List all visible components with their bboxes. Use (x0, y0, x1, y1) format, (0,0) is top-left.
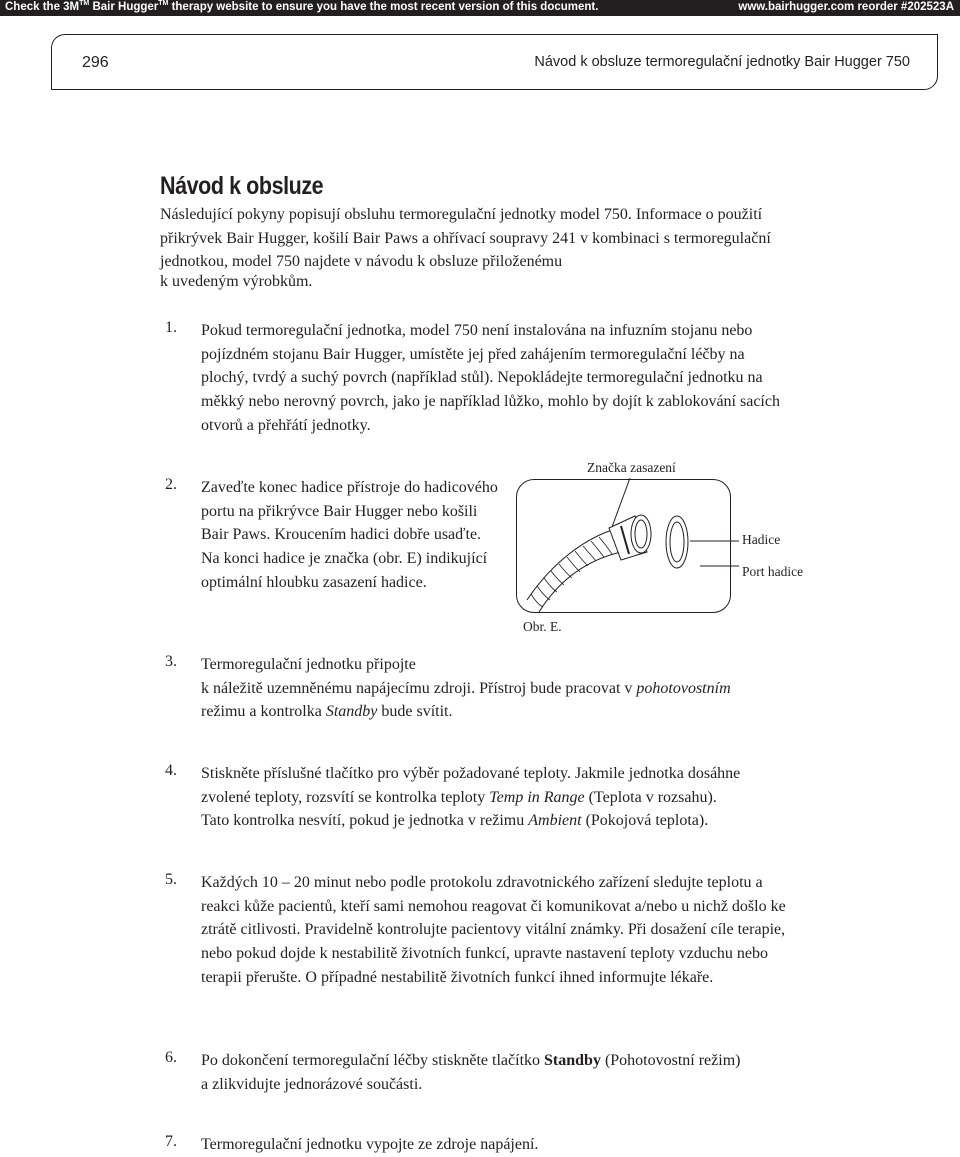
step-7-text: Termoregulační jednotku vypojte ze zdroje napájení. (201, 1136, 539, 1153)
step-6-standby-button: Standby (544, 1052, 601, 1069)
step-3-line-2-a: k náležitě uzemněnému napájecímu zdroji. Přístroj bude pracovat v (201, 679, 637, 697)
step-1-text: Pokud termoregulační jednotka, model 750 není instalována na infuzním stojanu nebo pojízdném stojanu Bair Hugger, umístěte jej před zahájením termoregulační léčby na plochý, tvrdý a suchý povrch (například stůl). Nepokládejte termoregulační jednotku na měkký nebo nerovný povrch, jako je například lůžko, mohlo by dojít k zablokování sacích otvorů a přehřátí jednotky. (201, 322, 780, 434)
step-4-line-2-b: (Teplota v rozsahu). (584, 788, 717, 806)
document-title: Návod k obsluze termoregulační jednotky Bair Hugger 750 (534, 54, 910, 70)
step-6-text (201, 1049, 821, 1096)
step-4-line-2-a: zvolené teploty, rozsvítí se kontrolka teploty (201, 788, 490, 806)
step-5-text: Každých 10 – 20 minut nebo podle protokolu zdravotnického zařízení sledujte teplotu a reakci kůže pacientů, kteří sami nemohou reagovat či komunikovat a/nebo u nichž došlo ke ztrátě citlivosti. Pravidelně kontrolujte pacientovy vitální známky. Při dosažení cíle terapie, nebo pokud dojde k nestabilitě životních funkcí, upravte nastavení teploty vzduchu nebo terapii přerušte. O případné nestabilitě životních funkcí ihned informujte lékaře. (201, 874, 786, 986)
step-3-text (201, 653, 821, 724)
page-number: 296 (82, 54, 109, 71)
intro-last-line: k uvedeným výrobkům. (160, 273, 313, 290)
trademark-1: TM (79, 0, 90, 7)
step-6-line-1-b: (Pohotovostní režim) (600, 1052, 741, 1069)
step-6-number: 6. (165, 1049, 177, 1066)
step-6-line-1 (201, 1049, 821, 1073)
step-3-line-3-a: režimu a kontrolka (201, 703, 326, 721)
step-4-line-1: Stiskněte příslušné tlačítko pro výběr požadované teploty. Jakmile jednotka dosáhne (201, 765, 741, 782)
step-4-line-3-b: (Pokojová teplota). (581, 812, 709, 830)
label-mark: Značka zasazení (587, 460, 676, 475)
reorder-link[interactable]: www.bairhugger.com reorder #202523A (738, 1, 954, 13)
step-4-line-3 (201, 809, 821, 833)
section-title: Návod k obsluze (160, 172, 324, 200)
step-6-line-2: a zlikvidujte jednorázové součásti. (201, 1075, 423, 1093)
label-port: Port hadice (742, 564, 804, 579)
notice-prefix: Check the 3M (5, 1, 80, 13)
step-4-ambient: Ambient (528, 812, 582, 830)
step-2-text: Zaveďte konec hadice přístroje do hadicového portu na přikrývce Bair Hugger nebo košili Bair Paws. Kroucením hadici dobře usaďte. Na konci hadice je značka (obr. E) indikující optimální hloubku zasazení hadice. (201, 479, 498, 591)
step-5-number: 5. (165, 871, 177, 888)
step-2-number: 2. (165, 476, 177, 493)
step-4-line-2 (201, 786, 821, 810)
step-3-line-3-b: bude svítit. (377, 703, 453, 721)
step-4-number: 4. (165, 762, 177, 779)
notice-brand: Bair Hugger (89, 1, 159, 13)
step-7-number: 7. (165, 1133, 177, 1150)
step-3-standby: Standby (325, 703, 378, 721)
step-4-text (201, 762, 821, 833)
step-1-number: 1. (165, 319, 177, 336)
trademark-2: TM (158, 0, 169, 7)
label-hose: Hadice (742, 532, 781, 547)
step-3-line-2 (201, 677, 821, 701)
step-3-line-3 (201, 700, 821, 724)
figure-caption: Obr. E. (523, 619, 562, 634)
step-6-line-1-a: Po dokončení termoregulační léčby stiskněte tlačítko (201, 1052, 545, 1069)
step-3-standby-mode: pohotovostním (636, 679, 731, 697)
step-4-line-3-a: Tato kontrolka nesvítí, pokud je jednotka v režimu (201, 812, 529, 830)
step-3-number: 3. (165, 653, 177, 670)
intro-paragraph: Následující pokyny popisují obsluhu termoregulační jednotky model 750. Informace o použití přikrývek Bair Hugger, košilí Bair Paws a ohřívací soupravy 241 v kombinaci s termoregulační jednotkou, model 750 najdete v návodu k obsluze přiloženému (160, 206, 771, 271)
step-4-temp-in-range: Temp in Range (489, 788, 585, 806)
notice-suffix: therapy website to ensure you have the most recent version of this document. (168, 1, 599, 13)
step-3-line-1: Termoregulační jednotku připojte (201, 656, 416, 673)
